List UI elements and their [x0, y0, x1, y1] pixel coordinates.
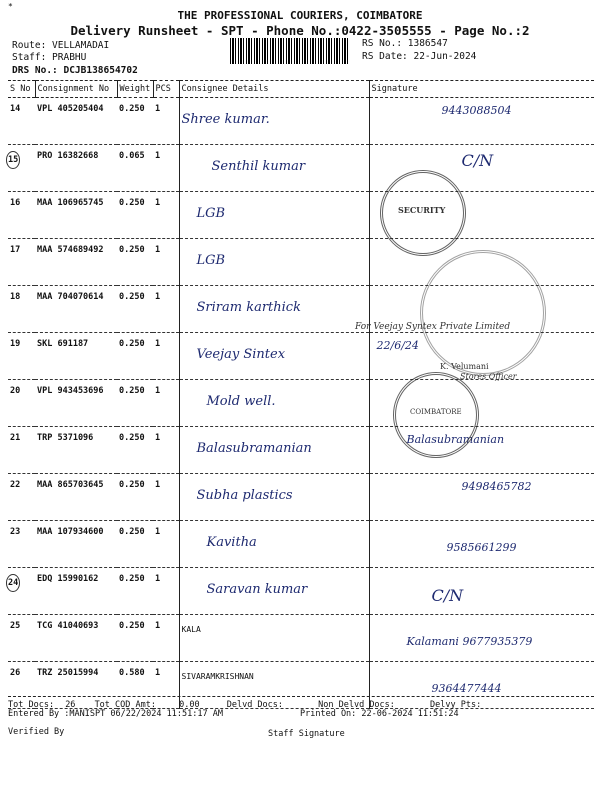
table-row: [8, 380, 594, 427]
consignment-no: EDQ 15990162: [35, 568, 117, 615]
stamp-person-text: K. Velumani: [440, 362, 489, 371]
weight: 0.250: [117, 380, 153, 427]
serial-no: 15: [6, 151, 20, 169]
consignee-handwritten: Balasubramanian: [196, 441, 312, 456]
col-header: Consignment No: [35, 81, 117, 98]
table-row: [8, 145, 594, 192]
weight: 0.250: [117, 239, 153, 286]
verified-by: Verified By: [8, 727, 65, 737]
weight: 0.250: [117, 192, 153, 239]
serial-no: 25: [8, 615, 35, 662]
serial-no: 18: [8, 286, 35, 333]
pieces: 1: [153, 474, 179, 521]
col-header: PCS: [153, 81, 179, 98]
weight: 0.250: [117, 521, 153, 568]
weight: 0.250: [117, 427, 153, 474]
runsheet-table: [8, 80, 594, 709]
table-row: [8, 98, 594, 145]
consignment-no: MAA 865703645: [35, 474, 117, 521]
consignment-no: MAA 574689492: [35, 239, 117, 286]
consignment-no: SKL 691187: [35, 333, 117, 380]
pieces: 1: [153, 98, 179, 145]
col-header: Weight: [117, 81, 153, 98]
staff-label: Staff: PRABHU: [12, 52, 87, 63]
pieces: 1: [153, 427, 179, 474]
weight: 0.250: [117, 615, 153, 662]
pieces: 1: [153, 662, 179, 709]
serial-no: 17: [8, 239, 35, 286]
tot-docs-label: Tot Docs:: [8, 700, 55, 710]
consignment-no: MAA 107934600: [35, 521, 117, 568]
consignee-handwritten: Sriram karthick: [196, 300, 301, 315]
col-header: Signature: [369, 81, 594, 98]
consignee-handwritten: Veejay Sintex: [196, 347, 286, 362]
rs-date: RS Date: 22-Jun-2024: [362, 51, 477, 62]
serial-no: 16: [8, 192, 35, 239]
pieces: 1: [153, 615, 179, 662]
tot-docs-value: 26: [65, 700, 76, 710]
consignee-handwritten: Senthil kumar: [211, 159, 306, 174]
serial-no: 22: [8, 474, 35, 521]
consignee-handwritten: Saravan kumar: [206, 582, 308, 597]
totals-line: [8, 696, 594, 710]
consignment-no: MAA 704070614: [35, 286, 117, 333]
consignee-handwritten: LGB: [196, 253, 226, 268]
table-row: [8, 521, 594, 568]
delvy-pts-label: Delvy Pts:: [430, 700, 482, 710]
consignment-no: MAA 106965745: [35, 192, 117, 239]
table-row: [8, 427, 594, 474]
staff-signature-label: Staff Signature: [268, 729, 345, 739]
table-row: [8, 568, 594, 615]
consignee-printed: SIVARAMKRISHNAN: [181, 672, 254, 681]
faded-round-stamp: [420, 250, 546, 376]
consignee-handwritten: Kavitha: [206, 535, 257, 550]
weight: 0.065: [117, 145, 153, 192]
table-header-row: [8, 81, 594, 98]
consignment-no: TRP 5371096: [35, 427, 117, 474]
pieces: 1: [153, 239, 179, 286]
weight: 0.250: [117, 98, 153, 145]
pieces: 1: [153, 521, 179, 568]
signature-text: 9443088504: [441, 104, 512, 117]
serial-no: 14: [8, 98, 35, 145]
consignment-no: PRO 16382668: [35, 145, 117, 192]
delvd-docs-label: Delvd Docs:: [226, 700, 284, 710]
weight: 0.250: [117, 568, 153, 615]
entered-by: Entered By :MANISPT 06/22/2024 11:51:17 AM: [8, 709, 223, 719]
stamp-company-text: For Veejay Syntex Private Limited: [355, 322, 511, 332]
pieces: 1: [153, 192, 179, 239]
signature-text: Balasubramanian: [406, 433, 505, 446]
company-title: THE PROFESSIONAL COURIERS, COIMBATORE: [177, 9, 423, 22]
stamp-coimbatore-text: COIMBATORE: [410, 408, 462, 416]
table-row: [8, 192, 594, 239]
serial-no: 26: [8, 662, 35, 709]
signature-text: C/N: [461, 151, 494, 170]
corner-mark: *: [8, 2, 13, 11]
pieces: 1: [153, 380, 179, 427]
stamp-role-text: Stores Officer: [460, 372, 517, 381]
weight: 0.250: [117, 286, 153, 333]
signature-text: 22/6/24: [376, 339, 419, 352]
serial-no: 23: [8, 521, 35, 568]
signature-text: Kalamani 9677935379: [406, 635, 533, 648]
serial-no: 21: [8, 427, 35, 474]
table-row: [8, 615, 594, 662]
consignment-no: TRZ 25015994: [35, 662, 117, 709]
weight: 0.250: [117, 474, 153, 521]
tot-cod-label: Tot COD Amt:: [94, 700, 156, 710]
signature-text: C/N: [431, 586, 464, 605]
non-delvd-docs-label: Non Delvd Docs:: [318, 700, 395, 710]
signature-text: 9498465782: [461, 480, 532, 493]
col-header: S No: [8, 81, 35, 98]
pieces: 1: [153, 568, 179, 615]
printed-on: Printed On: 22-06-2024 11:51:24: [300, 709, 459, 719]
consignment-no: TCG 41040693: [35, 615, 117, 662]
drs-number: DRS No.: DCJB138654702: [12, 65, 138, 76]
consignee-handwritten: Mold well.: [206, 394, 276, 409]
consignment-no: VPL 405205404: [35, 98, 117, 145]
signature-text: 9585661299: [446, 541, 517, 554]
col-header: Consignee Details: [179, 81, 369, 98]
runsheet-title: Delivery Runsheet - SPT - Phone No.:0422-3505555 - Page No.:2: [70, 23, 530, 38]
consignee-handwritten: Shree kumar.: [181, 112, 270, 127]
serial-no: 24: [6, 574, 20, 592]
weight: 0.580: [117, 662, 153, 709]
rs-number: RS No.: 1386547: [362, 38, 448, 49]
pieces: 1: [153, 333, 179, 380]
consignment-no: VPL 943453696: [35, 380, 117, 427]
consignee-handwritten: LGB: [196, 206, 226, 221]
route-label: Route: VELLAMADAI: [12, 40, 110, 51]
pieces: 1: [153, 145, 179, 192]
serial-no: 19: [8, 333, 35, 380]
consignee-printed: KALA: [181, 625, 201, 634]
signature-text: 9364477444: [431, 682, 502, 695]
barcode-image: [230, 38, 350, 64]
weight: 0.250: [117, 333, 153, 380]
table-row: [8, 474, 594, 521]
serial-no: 20: [8, 380, 35, 427]
consignee-handwritten: Subha plastics: [196, 488, 293, 503]
pieces: 1: [153, 286, 179, 333]
stamp-security-text: SECURITY: [398, 205, 446, 215]
tot-cod-value: 0.00: [179, 700, 200, 710]
